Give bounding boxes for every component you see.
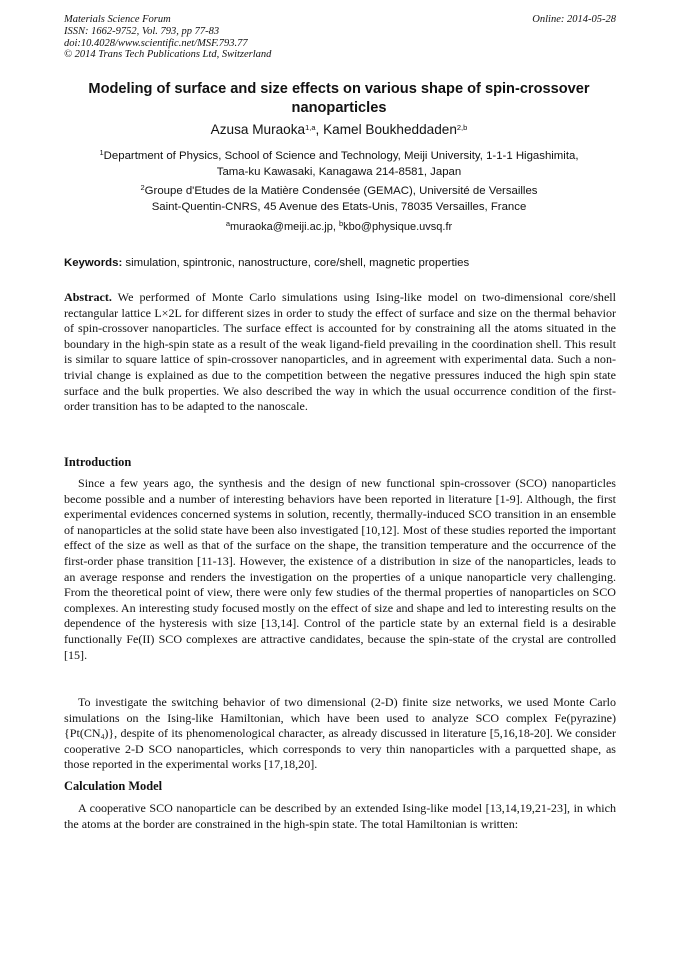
journal-header <box>64 14 616 61</box>
online-date: Online: 2014-05-28 <box>532 14 616 25</box>
email-separator: , <box>332 221 339 233</box>
keywords-text: simulation, spintronic, nanostructure, core/shell, magnetic properties <box>122 257 470 269</box>
keywords-label: Keywords: <box>64 257 123 269</box>
introduction-paragraph-1: Since a few years ago, the synthesis and the design of new functional spin-crossover (SCO) nanoparticles become possible and a number of interesting behaviors have been reported in literature [1-9]. Although, the first experimental evidences concerned systems in solution, recently, thermally-induced SCO transition in an ensemble of nanoparticles at the solid state have been also investigated [10,12]. Most of these studies reported the important effect of the size as well as that of the surface on the shape, the transition temperature and the occurrence of the first-order phase transition [11-13]. However, the existence of a distribution in size of the nanoparticles, leads to an average response and renders the investigation on the properties of a unique nanoparticle very challenging. From the theoretical point of view, there were only few studies of the thermal properties of nanoparticles on SCO complexes. An interesting study focused mostly on the effect of size and shape and led to interesting results on the dependence of the hysteresis with size [13,14]. Control of the particle state by an external field is a desirable functionally Fe(II) SCO complexes are attractive candidates, because the spin-state of the crystal are controlled [15]. <box>64 476 616 662</box>
author-list <box>0 121 678 138</box>
journal-name: Materials Science Forum <box>64 14 171 25</box>
author-name: Azusa Muraoka <box>210 122 306 137</box>
author-affiliation-mark: 2,b <box>456 123 468 132</box>
introduction-paragraph-2 <box>64 695 616 773</box>
abstract-label: Abstract. <box>64 290 112 304</box>
journal-copyright: © 2014 Trans Tech Publications Ltd, Switzerland <box>64 49 272 61</box>
keywords <box>64 256 616 270</box>
subscript: 4 <box>100 732 105 742</box>
affiliation-mark: 2 <box>140 183 145 192</box>
calculation-paragraph-1: A cooperative SCO nanoparticle can be described by an extended Ising-like model [13,14,19,21-23], in which the atoms at the border are constrained in the high-spin state. The total Hamiltonian is written: <box>64 801 616 831</box>
email-address[interactable]: muraoka@meiji.ac.jp <box>229 221 333 233</box>
journal-doi: doi:10.4028/www.scientific.net/MSF.793.77 <box>64 37 248 49</box>
section-heading-introduction: Introduction <box>64 455 132 469</box>
paper-title: Modeling of surface and size effects on various shape of spin-crossover nanoparticles <box>88 81 590 116</box>
author-name: Kamel Boukheddaden <box>323 122 457 137</box>
abstract-text: We performed of Monte Carlo simulations using Ising-like model on two-dimensional core/shell rectangular lattice L×2L for different sizes in order to study the effect of surface and size on the thermal behavior of spin-crossover nanoparticles. The surface effect is accounted for by constraining all the atoms situated in the boundary in the high-spin state as a result of the weak ligand-field prevailing in the coordination shell. This result is similar to square lattice of spin-crossover nanoparticles, and in agreement with experimental data. Such a non-trivial change is explained as due to the competition between the negative pressures induced the high spin state surface and the bulk properties. We also described the way in which the usual occurrence condition of the first-order transition has to be adapted to the nanoscale. <box>64 290 616 414</box>
email-mark: a <box>225 219 230 228</box>
email-mark: b <box>338 219 344 228</box>
affiliation-2 <box>30 184 648 215</box>
paragraph-text: )}, despite of its phenomenological character, as already discussed in literature [5,16,18-20]. We consider cooperative 2-D SCO nanoparticles, which corresponds to very thin nanoparticles with a parquetted shape, as those reported in the experimental works [17,18,20]. <box>64 726 616 772</box>
author-affiliation-mark: 1,a <box>305 123 316 132</box>
affiliation-line: Groupe d'Etudes de la Matière Condensée (GEMAC), Université de Versailles <box>144 185 538 197</box>
email-address[interactable]: kbo@physique.uvsq.fr <box>343 221 453 233</box>
affiliation-mark: 1 <box>99 148 104 157</box>
section-heading-calculation-model: Calculation Model <box>64 779 163 793</box>
affiliation-line: Tama-ku Kawasaki, Kanagawa 214-8581, Japan <box>216 165 462 178</box>
affiliation-line: Saint-Quentin-CNRS, 45 Avenue des Etats-Unis, 78035 Versailles, France <box>151 200 527 213</box>
affiliation-1 <box>30 149 648 180</box>
author-emails <box>0 220 678 234</box>
abstract <box>64 290 616 415</box>
paragraph-text: To investigate the switching behavior of two dimensional (2-D) finite size networks, we used Monte Carlo simulations on the Ising-like Hamiltonian, which have been used to analyze SCO complex Fe(pyrazine){Pt(CN <box>64 695 616 741</box>
author-separator: , <box>315 122 324 137</box>
affiliation-line: Department of Physics, School of Science and Technology, Meiji University, 1-1-1 Higashimita, <box>103 150 579 162</box>
journal-issn: ISSN: 1662-9752, Vol. 793, pp 77-83 <box>64 25 220 37</box>
